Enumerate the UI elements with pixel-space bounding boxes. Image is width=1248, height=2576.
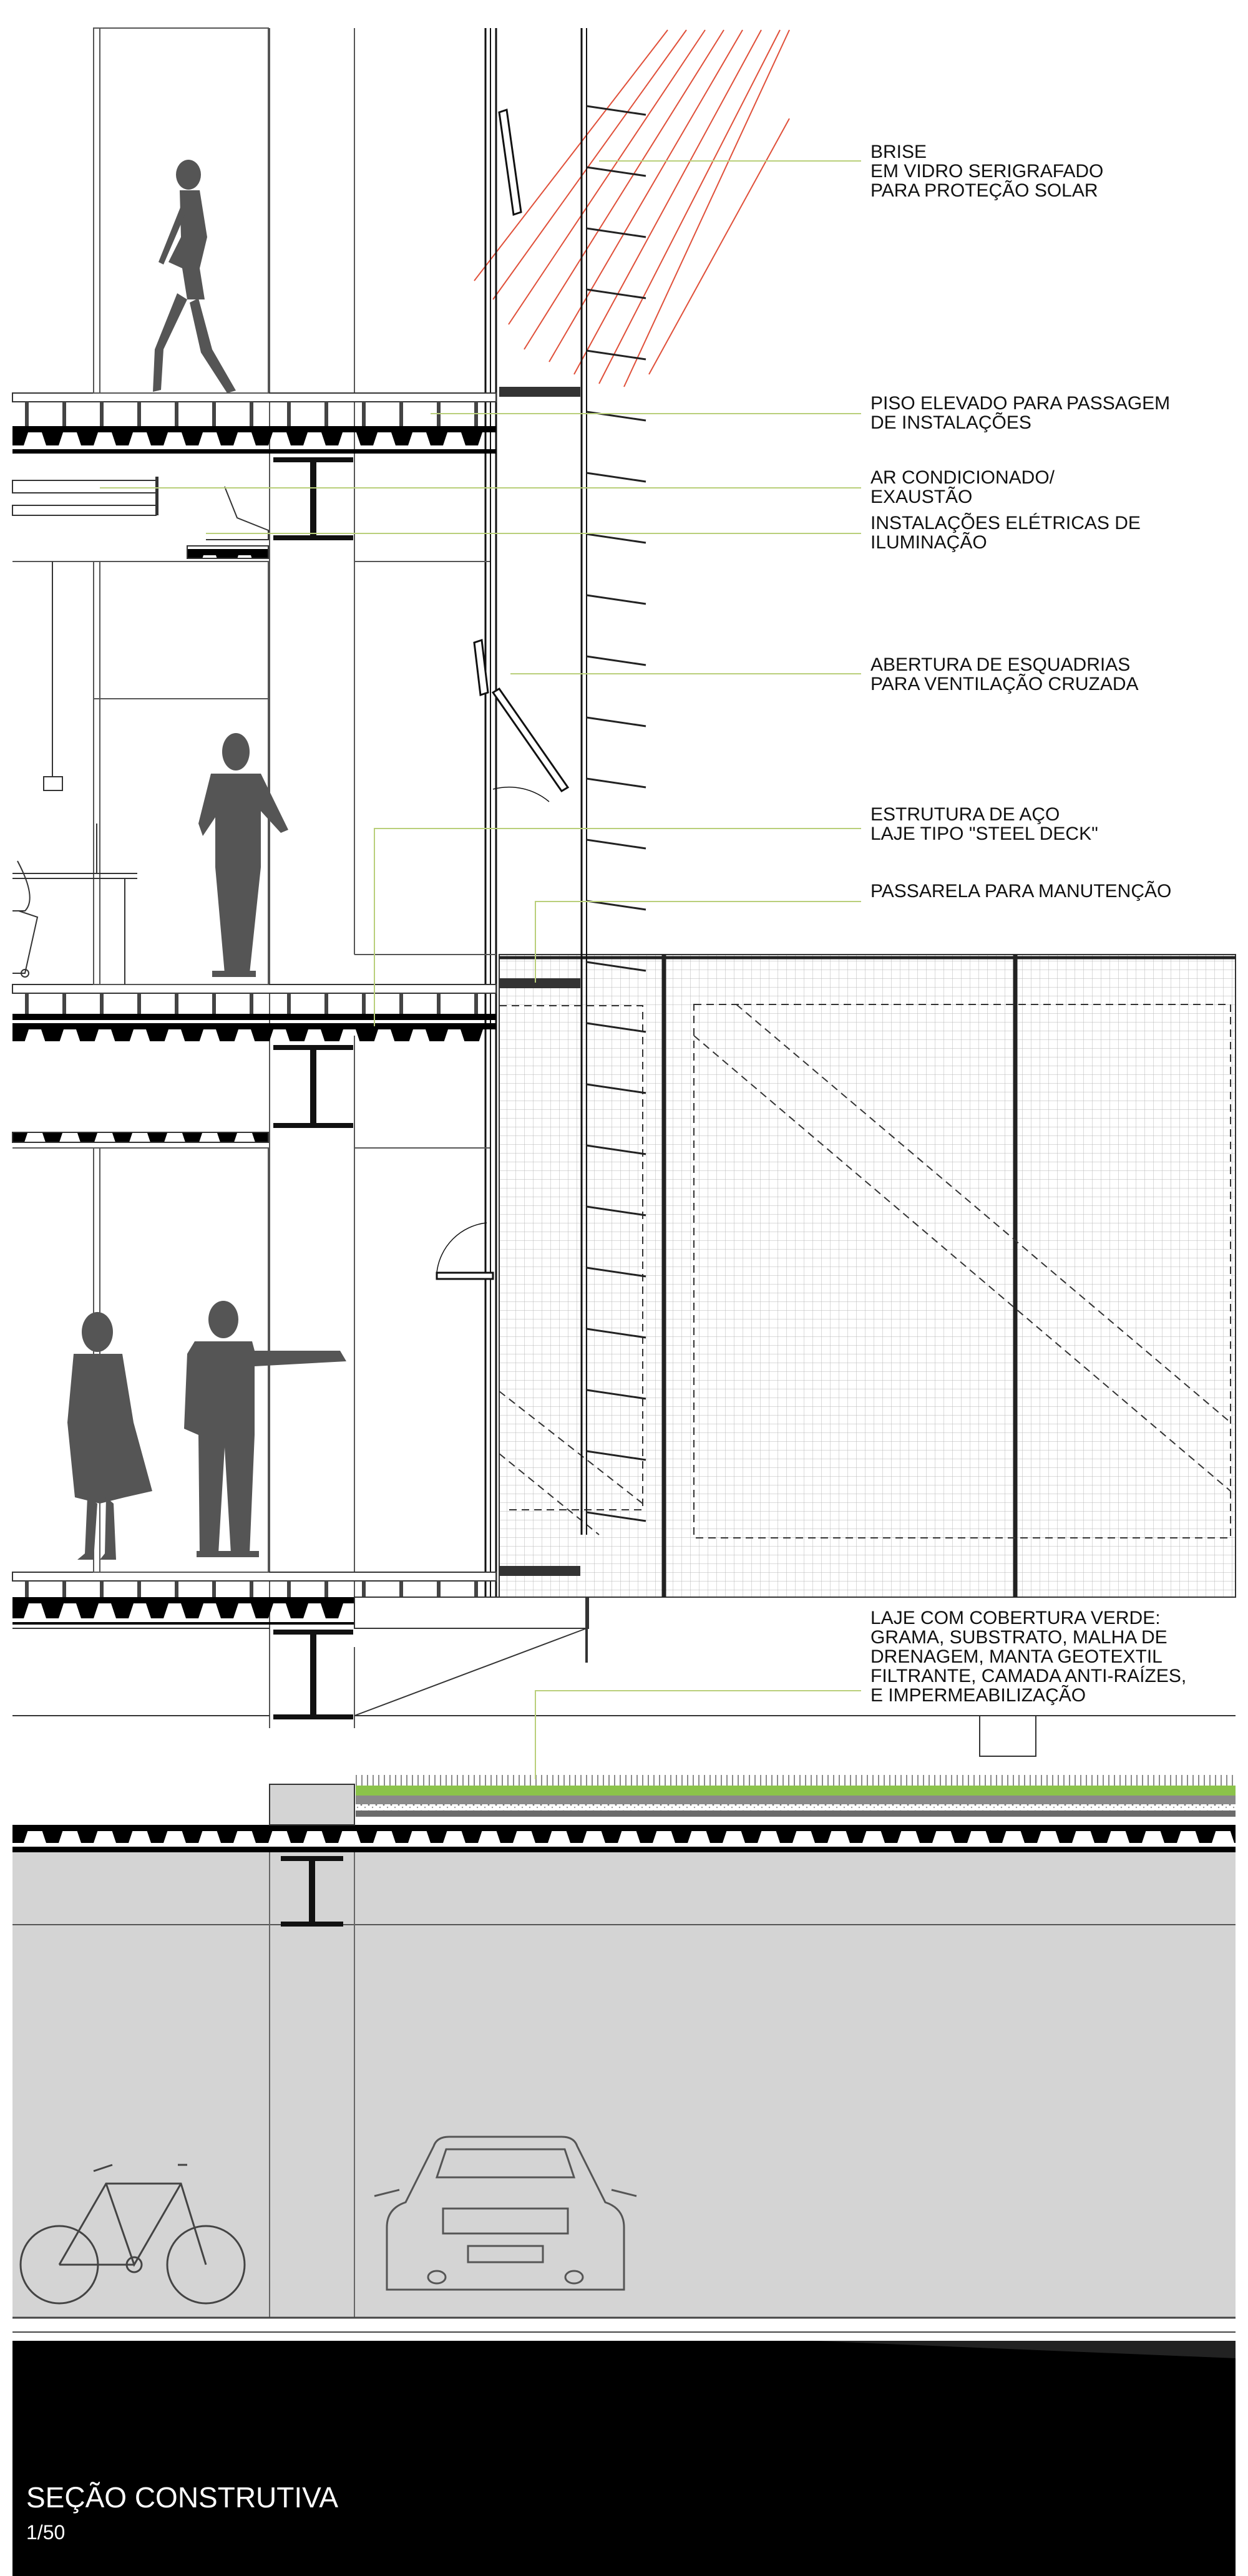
- floor-pedestal: [175, 993, 178, 1014]
- grass-layer: [356, 1786, 1236, 1796]
- label-estrutura-aco: [870, 805, 1098, 843]
- label-brise-line-2: EM VIDRO SERIGRAFADO: [870, 161, 1104, 182]
- mesh-cladding: [499, 955, 1236, 1597]
- drawing-title: SEÇÃO CONSTRUTIVA: [26, 2481, 339, 2514]
- label-piso-elevado: [870, 394, 1170, 432]
- floor-pedestal: [324, 1581, 328, 1597]
- green-roof: [356, 1775, 1236, 1817]
- floor-pedestal: [362, 402, 366, 426]
- floor-pedestal: [100, 993, 104, 1014]
- label-cobertura-verde-line-4: FILTRANTE, CAMADA ANTI-RAÍZES,: [870, 1666, 1187, 1686]
- floor-pedestal: [62, 1581, 66, 1597]
- label-estrutura-aco-line-1: ESTRUTURA DE AÇO: [870, 804, 1060, 825]
- label-estrutura-aco-line-2: LAJE TIPO "STEEL DECK": [870, 824, 1098, 844]
- floor-pedestal: [25, 402, 29, 426]
- label-brise-line-3: PARA PROTEÇÃO SOLAR: [870, 180, 1098, 201]
- label-cobertura-verde-line-5: E IMPERMEABILIZAÇÃO: [870, 1685, 1086, 1706]
- brise-fin: [587, 534, 646, 543]
- brise-fin: [587, 901, 646, 910]
- label-piso-elevado-line-2: DE INSTALAÇÕES: [870, 412, 1031, 433]
- label-instalacoes-eletricas-line-1: INSTALAÇÕES ELÉTRICAS DE: [870, 513, 1141, 533]
- floor-pedestal: [137, 402, 141, 426]
- floor-pedestal: [399, 402, 403, 426]
- label-cobertura-verde: [870, 1608, 1186, 1705]
- drainage-layer: [356, 1804, 1236, 1810]
- brise-fin: [587, 106, 646, 115]
- brise-glass-lines: [474, 30, 789, 387]
- floor-pedestal: [474, 993, 478, 1014]
- floor-pedestal: [175, 402, 178, 426]
- steel-beams: [273, 457, 353, 1927]
- label-brise: [870, 142, 1103, 200]
- brise-fin: [587, 473, 646, 482]
- floor-pedestal: [212, 993, 216, 1014]
- label-piso-elevado-line-1: PISO ELEVADO PARA PASSAGEM: [870, 393, 1171, 414]
- floor-pedestal: [437, 1581, 441, 1597]
- label-ar-condicionado-line-1: AR CONDICIONADO/: [870, 467, 1055, 488]
- pendant-lamp: [44, 561, 62, 790]
- substrate-layer: [356, 1796, 1236, 1804]
- person-woman-level-3: [67, 1312, 152, 1560]
- person-pointing-level-3: [184, 1301, 346, 1557]
- person-standing-level-2: [198, 733, 288, 977]
- office-desk: [12, 824, 137, 984]
- floor-pedestal: [100, 402, 104, 426]
- floor-pedestal: [100, 1581, 104, 1597]
- steel-beam-3: [273, 1630, 353, 1719]
- floor-pedestal: [287, 402, 291, 426]
- label-passarela-line-1: PASSARELA PARA MANUTENÇÃO: [870, 881, 1172, 902]
- floor-pedestal: [437, 993, 441, 1014]
- floor-pedestal: [287, 993, 291, 1014]
- floor-pedestal: [212, 1581, 216, 1597]
- brise-fin: [587, 717, 646, 726]
- floor-pedestal: [399, 1581, 403, 1597]
- label-instalacoes-eletricas: [870, 513, 1141, 552]
- floor-pedestal: [250, 402, 253, 426]
- brise-fin: [587, 656, 646, 665]
- slab-level-2: [12, 984, 496, 1041]
- floor-pedestal: [399, 993, 403, 1014]
- floor-pedestal: [250, 1581, 253, 1597]
- label-ar-condicionado-line-2: EXAUSTÃO: [870, 487, 973, 507]
- slab-ground: [12, 1825, 1236, 1852]
- foundation-block: [12, 2341, 1236, 2576]
- floor-pedestal: [324, 402, 328, 426]
- brise-fin: [587, 595, 646, 604]
- slab-level-1: [12, 393, 496, 454]
- steel-beam-2: [273, 1045, 353, 1128]
- label-esquadrias: [870, 655, 1139, 694]
- floor-pedestal: [250, 993, 253, 1014]
- label-cobertura-verde-line-1: LAJE COM COBERTURA VERDE:: [870, 1608, 1161, 1628]
- label-instalacoes-eletricas-line-2: ILUMINAÇÃO: [870, 532, 987, 553]
- person-walking: [153, 160, 236, 393]
- brise-fin: [587, 840, 646, 848]
- floor-pedestal: [62, 402, 66, 426]
- floor-pedestal: [25, 1581, 29, 1597]
- label-esquadrias-line-1: ABERTURA DE ESQUADRIAS: [870, 654, 1131, 675]
- label-cobertura-verde-line-2: GRAMA, SUBSTRATO, MALHA DE: [870, 1627, 1168, 1648]
- floor-pedestal: [212, 402, 216, 426]
- brise-fin: [587, 779, 646, 787]
- steel-beam-1: [273, 457, 353, 540]
- waterproofing-layer: [356, 1810, 1236, 1817]
- brise-fin: [587, 351, 646, 359]
- label-esquadrias-line-2: PARA VENTILAÇÃO CRUZADA: [870, 674, 1139, 694]
- floor-pedestal: [25, 993, 29, 1014]
- floor-pedestal: [137, 1581, 141, 1597]
- label-brise-line-1: BRISE: [870, 142, 927, 162]
- label-cobertura-verde-line-3: DRENAGEM, MANTA GEOTEXTIL: [870, 1646, 1163, 1667]
- floor-pedestal: [62, 993, 66, 1014]
- floor-pedestal: [362, 1581, 366, 1597]
- floor-pedestal: [175, 1581, 178, 1597]
- drawing-scale: 1/50: [26, 2521, 66, 2544]
- floor-pedestal: [362, 993, 366, 1014]
- floor-pedestal: [474, 1581, 478, 1597]
- label-ar-condicionado: [870, 468, 1055, 507]
- label-passarela: [870, 882, 1171, 901]
- floor-pedestal: [324, 993, 328, 1014]
- floor-pedestal: [287, 1581, 291, 1597]
- floor-pedestal: [137, 993, 141, 1014]
